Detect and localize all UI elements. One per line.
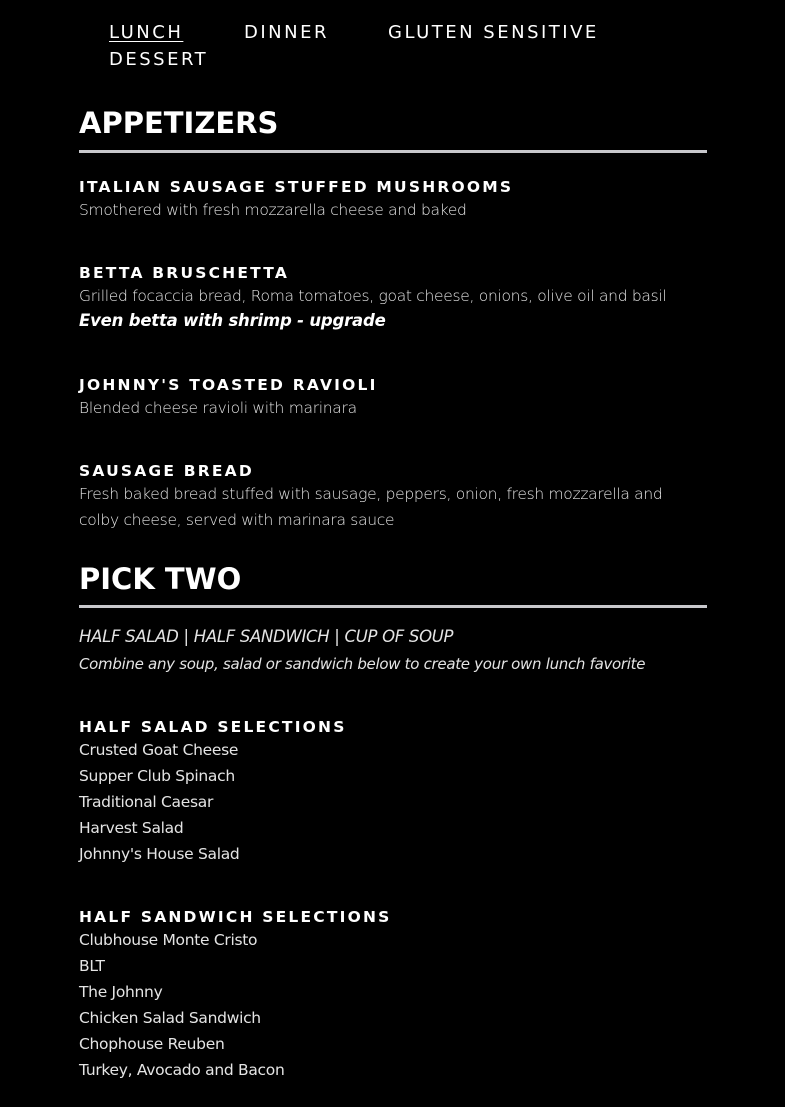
list-item: Chophouse Reuben (79, 1035, 225, 1053)
item-name: JOHNNY'S TOASTED RAVIOLI (79, 376, 378, 394)
section-title-pick-two: PICK TWO (79, 562, 242, 596)
list-item: Supper Club Spinach (79, 767, 235, 785)
item-name: SAUSAGE BREAD (79, 462, 254, 480)
list-item: Clubhouse Monte Cristo (79, 931, 258, 949)
section-divider (79, 605, 707, 608)
section-divider (79, 150, 707, 153)
list-item: Traditional Caesar (79, 793, 214, 811)
item-name: ITALIAN SAUSAGE STUFFED MUSHROOMS (79, 178, 514, 196)
section-title-appetizers: APPETIZERS (79, 106, 279, 140)
list-item: Johnny's House Salad (79, 845, 240, 863)
tab-lunch[interactable]: LUNCH (109, 22, 184, 43)
item-upgrade-note: Even betta with shrimp - upgrade (79, 311, 386, 330)
item-description: Fresh baked bread stuffed with sausage, peppers, onion, fresh mozzarella and colby cheese, served with marinara sauce (79, 485, 663, 529)
selection-heading: HALF SANDWICH SELECTIONS (79, 908, 392, 926)
pick-two-subtitle: Combine any soup, salad or sandwich below to create your own lunch favorite (79, 655, 646, 673)
item-name: BETTA BRUSCHETTA (79, 264, 290, 282)
tab-dinner[interactable]: DINNER (244, 22, 329, 43)
pick-two-options: HALF SALAD | HALF SANDWICH | CUP OF SOUP (79, 627, 454, 646)
tab-dessert[interactable]: DESSERT (109, 49, 209, 70)
item-description: Smothered with fresh mozzarella cheese and baked (79, 201, 467, 219)
list-item: The Johnny (79, 983, 163, 1001)
list-item: BLT (79, 957, 105, 975)
sandwich-list (79, 927, 284, 1083)
tab-gluten-sensitive[interactable]: GLUTEN SENSITIVE (388, 22, 599, 43)
list-item: Crusted Goat Cheese (79, 741, 239, 759)
item-description: Blended cheese ravioli with marinara (79, 399, 357, 417)
item-description: Grilled focaccia bread, Roma tomatoes, goat cheese, onions, olive oil and basil (79, 287, 667, 305)
list-item: Turkey, Avocado and Bacon (79, 1061, 285, 1079)
list-item: Harvest Salad (79, 819, 184, 837)
salad-list (79, 737, 239, 867)
selection-heading: HALF SALAD SELECTIONS (79, 718, 347, 736)
list-item: Chicken Salad Sandwich (79, 1009, 261, 1027)
